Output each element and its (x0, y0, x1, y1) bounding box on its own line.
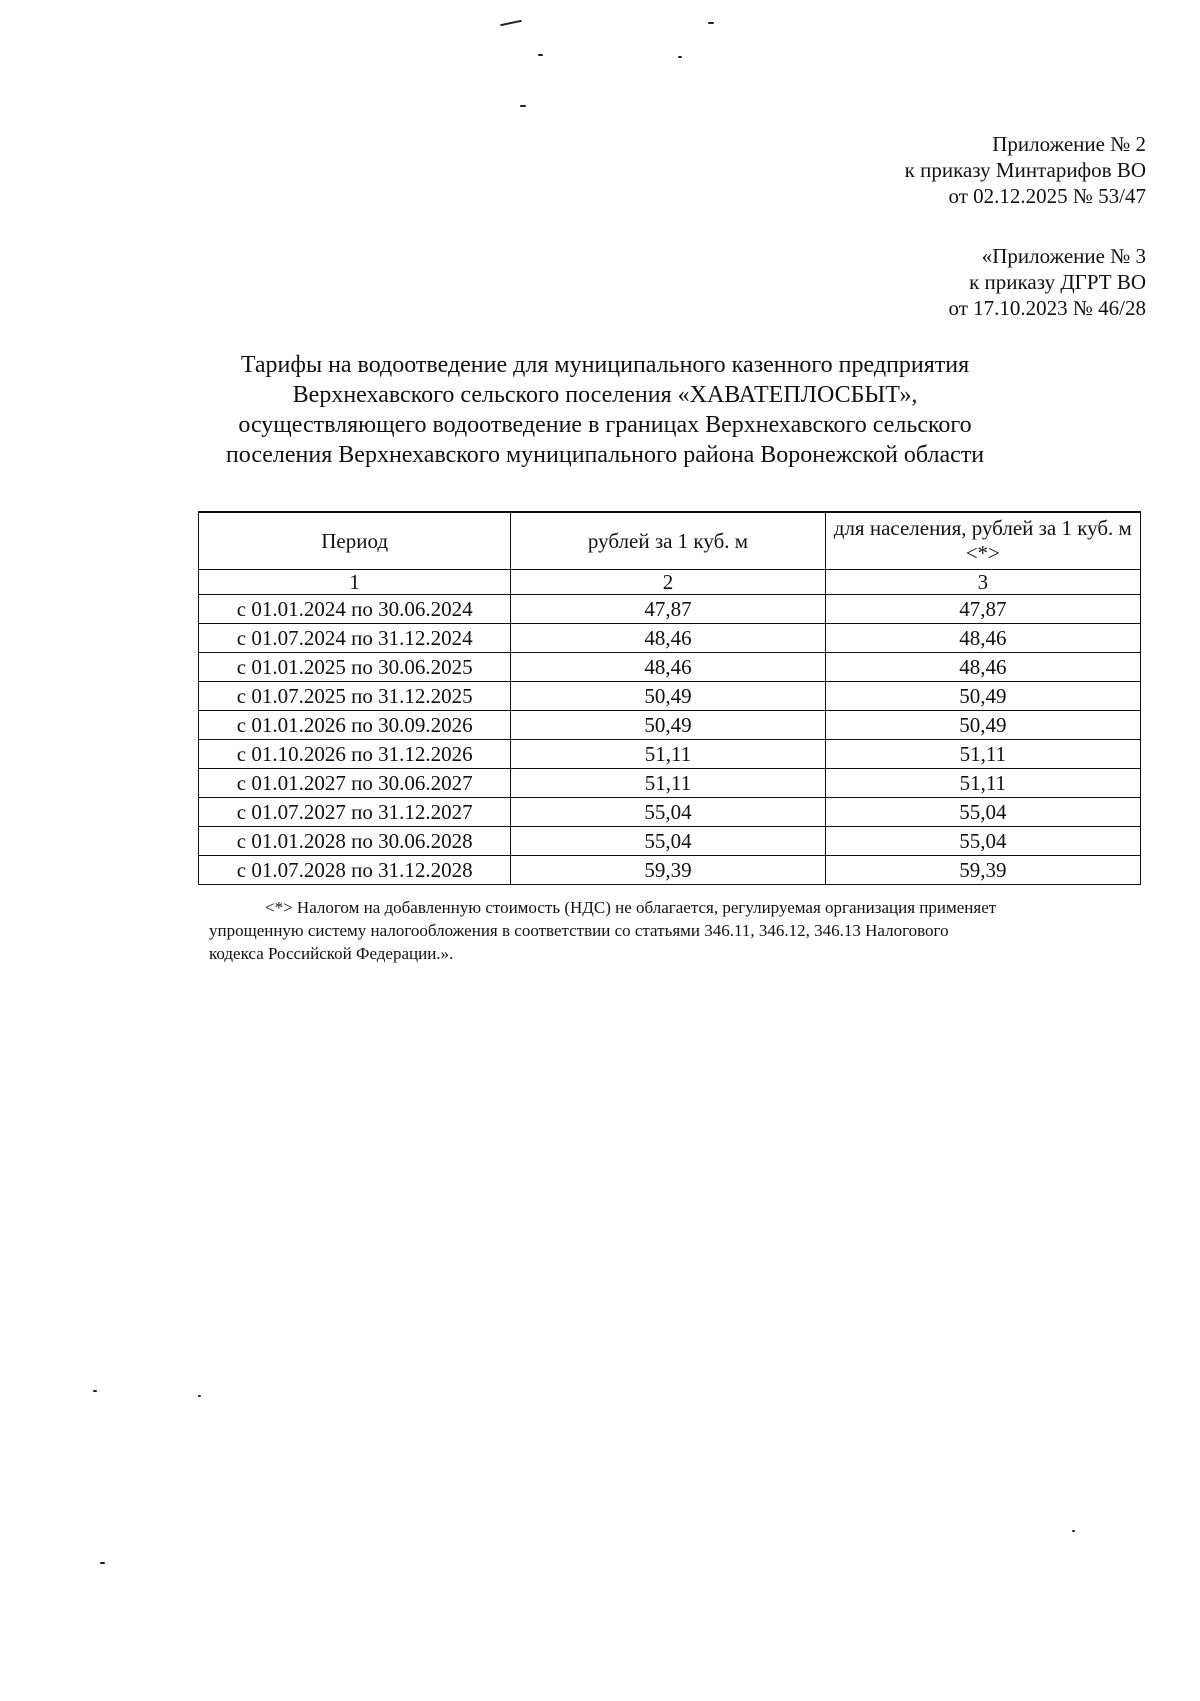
appendix-order: к приказу Минтарифов ВО (904, 158, 1146, 182)
table-header-row (199, 512, 1141, 570)
rate-cell: 50,49 (511, 711, 825, 740)
tariff-table (198, 511, 1141, 885)
population-rate-cell: 48,46 (825, 624, 1140, 653)
population-rate-cell: 55,04 (825, 798, 1140, 827)
rate-cell: 51,11 (511, 769, 825, 798)
rate-cell: 48,46 (511, 624, 825, 653)
table-row (199, 711, 1141, 740)
period-cell: с 01.01.2025 по 30.06.2025 (199, 653, 511, 682)
title-line: поселения Верхнехавского муниципального района Воронежской области (225, 442, 985, 468)
scan-speck (708, 22, 714, 24)
scan-speck (678, 56, 682, 58)
header-rate: рублей за 1 куб. м (511, 512, 825, 570)
rate-cell: 55,04 (511, 827, 825, 856)
period-cell: с 01.01.2024 по 30.06.2024 (199, 595, 511, 624)
title-line: Верхнехавского сельского поселения «ХАВАТЕПЛОСБЫТ», (292, 382, 918, 408)
table-row (199, 769, 1141, 798)
population-rate-cell: 47,87 (825, 595, 1140, 624)
footnote (209, 896, 1149, 965)
title-line: Тарифы на водоотведение для муниципального казенного предприятия (240, 352, 970, 378)
scan-speck (100, 1562, 105, 1564)
table-row (199, 595, 1141, 624)
column-number: 3 (825, 570, 1140, 595)
population-rate-cell: 51,11 (825, 769, 1140, 798)
appendix-date: от 17.10.2023 № 46/28 (948, 296, 1146, 320)
period-cell: с 01.07.2027 по 31.12.2027 (199, 798, 511, 827)
table-row (199, 856, 1141, 885)
appendix-number: Приложение № 2 (992, 132, 1146, 156)
period-cell: с 01.10.2026 по 31.12.2026 (199, 740, 511, 769)
header-population-rate: для населения, рублей за 1 куб. м <*> (825, 512, 1140, 570)
period-cell: с 01.07.2028 по 31.12.2028 (199, 856, 511, 885)
scan-speck (198, 1395, 201, 1397)
rate-cell: 47,87 (511, 595, 825, 624)
scan-speck (538, 54, 543, 56)
table-row (199, 624, 1141, 653)
scan-speck (1072, 1530, 1075, 1532)
title-line: осуществляющего водоотведение в границах Верхнехавского сельского (238, 412, 972, 438)
population-rate-cell: 48,46 (825, 653, 1140, 682)
period-cell: с 01.01.2028 по 30.06.2028 (199, 827, 511, 856)
appendix-reference-current (905, 131, 1146, 209)
population-rate-cell: 50,49 (825, 682, 1140, 711)
population-rate-cell: 55,04 (825, 827, 1140, 856)
rate-cell: 59,39 (511, 856, 825, 885)
footnote-line: кодекса Российской Федерации.». (209, 944, 454, 963)
scan-speck (500, 20, 522, 27)
footnote-line: упрощенную систему налогообложения в соответствии со статьями 346.11, 346.12, 346.13 Налогового (209, 921, 949, 940)
population-rate-cell: 59,39 (825, 856, 1140, 885)
population-rate-cell: 50,49 (825, 711, 1140, 740)
document-title (150, 350, 1060, 470)
rate-cell: 55,04 (511, 798, 825, 827)
footnote-line: <*> Налогом на добавленную стоимость (НДС) не облагается, регулируемая организация применяет (265, 898, 997, 917)
column-number-row (199, 570, 1141, 595)
column-number: 1 (199, 570, 511, 595)
table-row (199, 682, 1141, 711)
appendix-order: к приказу ДГРТ ВО (969, 270, 1146, 294)
column-number: 2 (511, 570, 825, 595)
population-rate-cell: 51,11 (825, 740, 1140, 769)
appendix-reference-previous (948, 243, 1146, 321)
scan-speck (520, 105, 526, 107)
header-period: Период (199, 512, 511, 570)
table-row (199, 798, 1141, 827)
rate-cell: 48,46 (511, 653, 825, 682)
table-row (199, 827, 1141, 856)
period-cell: с 01.07.2024 по 31.12.2024 (199, 624, 511, 653)
appendix-date: от 02.12.2025 № 53/47 (948, 184, 1146, 208)
rate-cell: 51,11 (511, 740, 825, 769)
rate-cell: 50,49 (511, 682, 825, 711)
period-cell: с 01.01.2026 по 30.09.2026 (199, 711, 511, 740)
table-row (199, 740, 1141, 769)
scan-speck (93, 1390, 97, 1392)
period-cell: с 01.01.2027 по 30.06.2027 (199, 769, 511, 798)
appendix-number: «Приложение № 3 (981, 244, 1146, 268)
table-row (199, 653, 1141, 682)
period-cell: с 01.07.2025 по 31.12.2025 (199, 682, 511, 711)
